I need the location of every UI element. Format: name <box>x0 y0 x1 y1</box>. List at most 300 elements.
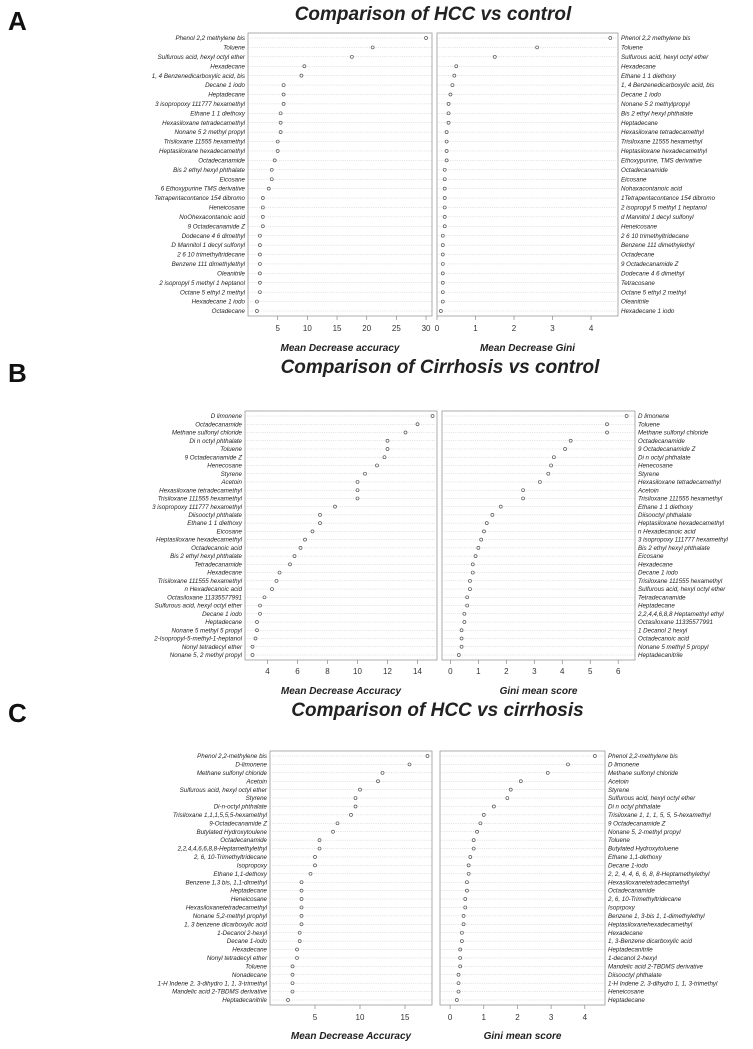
data-point <box>566 763 569 766</box>
data-point <box>359 788 362 791</box>
variable-label: Sulfurous acid, hexyl octyl ether <box>621 53 709 61</box>
data-point <box>460 940 463 943</box>
variable-label: Hexadecane <box>232 946 267 954</box>
x-tick-label: 10 <box>353 667 362 676</box>
x-tick-label: 2 <box>504 667 509 676</box>
data-point <box>263 596 266 599</box>
variable-label: Heptadecane <box>205 619 242 627</box>
data-point <box>463 621 466 624</box>
variable-label: Heptadecanitrile <box>222 997 267 1005</box>
x-tick-label: 0 <box>434 324 440 333</box>
variable-label: Toluene <box>608 837 630 845</box>
variable-label: Heptadecane <box>208 91 245 99</box>
data-point <box>356 480 359 483</box>
data-point <box>291 965 294 968</box>
x-tick-label: 8 <box>325 667 330 676</box>
variable-label: 1-decanol 2-hexyl <box>608 955 657 963</box>
data-point <box>443 215 446 218</box>
variable-label: Nonane 5,2-methyl prophyl <box>192 912 267 920</box>
data-point <box>300 74 303 77</box>
variable-label: Hexasiloxane tetradecamethyl <box>162 119 245 127</box>
data-point <box>460 629 463 632</box>
data-point <box>455 999 458 1002</box>
variable-label: Nonyl tetradecyl ether <box>206 955 267 963</box>
variable-label: Dodecane 4 6 dimethyl <box>621 270 685 278</box>
variable-label: 1, 4 Benzenedicarboxylic acid, bis <box>151 72 245 80</box>
data-point <box>318 839 321 842</box>
subplot-left <box>152 33 432 354</box>
data-point <box>479 822 482 825</box>
data-point <box>279 131 282 134</box>
data-point <box>625 415 628 418</box>
data-point <box>282 102 285 105</box>
variable-label: Butylated Hydroxytoluene <box>608 845 679 853</box>
variable-label: Ethane 1 1 diethoxy <box>621 72 676 80</box>
variable-label: Hexasiloxane tetradecamethyl <box>159 487 242 495</box>
data-point <box>462 914 465 917</box>
variable-label: Nonyl tetradecyl ether <box>181 643 242 651</box>
plot-frame <box>440 751 605 1005</box>
variable-label: Decane 1 iodo <box>621 91 661 99</box>
data-point <box>300 881 303 884</box>
variable-label: Eicosane <box>216 528 242 536</box>
variable-label: Dodecane 4 6 dimethyl <box>181 232 245 240</box>
subplot-right <box>442 411 729 697</box>
data-point <box>270 168 273 171</box>
data-point <box>609 37 612 40</box>
plot-frame <box>442 411 635 660</box>
data-point <box>258 244 261 247</box>
data-point <box>467 864 470 867</box>
data-point <box>471 563 474 566</box>
data-point <box>447 112 450 115</box>
data-point <box>431 415 434 418</box>
variable-label: D Mannitol 1 decyl sulfonyl <box>171 242 245 250</box>
data-point <box>311 530 314 533</box>
variable-label: Methane sulfonyl chloride <box>608 769 679 777</box>
data-point <box>282 84 285 87</box>
variable-label: 9 Octadecanamide Z <box>638 446 696 454</box>
data-point <box>443 187 446 190</box>
data-point <box>441 272 444 275</box>
data-point <box>336 822 339 825</box>
data-point <box>298 940 301 943</box>
data-point <box>469 855 472 858</box>
x-tick-label: 10 <box>302 324 312 333</box>
variable-label: Octadecane <box>211 308 245 316</box>
data-point <box>293 555 296 558</box>
variable-label: Decane 1-iodo <box>608 862 649 870</box>
variable-label: Styrene <box>638 470 660 478</box>
variable-label: 6 Ethoxypurine TMS derivative <box>160 185 245 193</box>
variable-label: n Hexadecanoic acid <box>184 586 242 594</box>
variable-label: Hexasiloxanetetradecamethyl <box>608 879 690 887</box>
data-point <box>460 931 463 934</box>
data-point <box>356 497 359 500</box>
variable-label: Octane 5 ethyl 2 methyl <box>621 289 687 297</box>
variable-label: Heptasiloxanehexadecamethyl <box>608 921 693 929</box>
data-point <box>278 571 281 574</box>
variable-label: Trisiloxane 1,1,1,5,5,5-hexamethyl <box>172 811 267 819</box>
variable-label: Hexadecane 1 iodo <box>621 308 675 316</box>
variable-label: Heneicosane <box>208 204 245 212</box>
variable-label: Styrene <box>220 470 242 478</box>
variable-label: n Hexadecanoic acid <box>638 528 696 536</box>
data-point <box>445 159 448 162</box>
variable-label: Sulfurous acid, hexyl octyl ether <box>154 602 242 610</box>
x-tick-label: 3 <box>532 667 537 676</box>
x-tick-label: 5 <box>312 1013 318 1022</box>
data-point <box>564 447 567 450</box>
variable-label: Henecosane <box>638 462 673 470</box>
variable-label: 2,2,4,4,6,8,8 Heptamethyl ethyl <box>638 610 724 618</box>
data-point <box>258 281 261 284</box>
variable-label: Bis 2 ethyl hexyl phthalate <box>173 166 245 174</box>
variable-label: Octadecanamide <box>220 837 267 845</box>
x-axis-title: Gini mean score <box>483 1031 562 1042</box>
data-point <box>258 291 261 294</box>
data-point <box>441 244 444 247</box>
variable-label: Octasiloxane 11335577991 <box>167 594 242 602</box>
data-point <box>319 522 322 525</box>
data-point <box>258 262 261 265</box>
data-point <box>258 272 261 275</box>
x-tick-label: 25 <box>391 324 401 333</box>
variable-label: 1, 3 benzene dicarboxylic acid <box>184 921 267 929</box>
variable-label: Eicosane <box>621 176 647 184</box>
x-tick-label: 12 <box>383 667 392 676</box>
data-point <box>441 291 444 294</box>
variable-label: 1, 3-Benzene dicarboxylic acid <box>608 938 692 946</box>
data-point <box>482 530 485 533</box>
variable-label: Toluene <box>245 963 267 971</box>
x-tick-label: 15 <box>332 324 342 333</box>
data-point <box>522 489 525 492</box>
data-point <box>447 121 450 124</box>
data-point <box>459 965 462 968</box>
variable-label: Trisiloxane 1, 1, 1, 5, 5, 5-hexamethyl <box>608 811 711 819</box>
panel-letter: C <box>8 698 27 728</box>
variable-label: Nonane 5, 2-methyl propyl <box>608 828 681 836</box>
data-point <box>319 513 322 516</box>
data-point <box>334 505 337 508</box>
data-point <box>465 881 468 884</box>
variable-label: Isoprpoxy <box>608 904 635 912</box>
data-point <box>464 898 467 901</box>
variable-label: Ethane 1 1 diethoxy <box>187 520 242 528</box>
x-tick-label: 1 <box>476 667 481 676</box>
variable-label: Diisooctyl phthalate <box>608 971 662 979</box>
x-tick-label: 4 <box>588 324 594 333</box>
data-point <box>299 546 302 549</box>
data-point <box>254 637 257 640</box>
data-point <box>482 813 485 816</box>
data-point <box>426 755 429 758</box>
data-point <box>271 588 274 591</box>
data-point <box>457 982 460 985</box>
data-point <box>491 513 494 516</box>
variable-label: Tetracosane <box>621 279 655 287</box>
variable-label: Hexadecane <box>207 569 242 577</box>
variable-label: Phenol 2,2-methylene bis <box>197 753 267 761</box>
variable-label: 2, 6, 10-Trimethyltridecane <box>193 854 267 862</box>
data-point <box>386 447 389 450</box>
data-point <box>459 956 462 959</box>
data-point <box>377 780 380 783</box>
variable-label: Mandelic acid 2-TBDMS derivative <box>172 988 267 996</box>
variable-label: 2 isopropyl 5 methyl 1 heptanol <box>621 204 707 212</box>
variable-label: Nonane 5 2 methyl propyl <box>174 129 245 137</box>
data-point <box>550 464 553 467</box>
variable-label: 1-Decanol 2-hexyl <box>217 929 267 937</box>
data-point <box>275 579 278 582</box>
variable-label: 1-H Indene 2, 3-dihydro 1, 1, 3-trimethyl <box>157 980 267 988</box>
variable-label: Eicosane <box>638 553 664 561</box>
variable-label: Decane 1 iodo <box>638 569 678 577</box>
variable-label: Octasiloxane 11335577991 <box>638 619 713 627</box>
data-point <box>314 864 317 867</box>
data-point <box>457 654 460 657</box>
variable-label: Di n octyl phthalate <box>189 437 242 445</box>
data-point <box>425 37 428 40</box>
variable-label: 2-Isopropyl-5-methyl-1-heptanol <box>154 635 242 643</box>
subplot-left <box>152 411 437 697</box>
variable-label: Heneicosane <box>621 223 658 231</box>
variable-label: Octadecanamide <box>198 157 245 165</box>
data-point <box>474 555 477 558</box>
data-point <box>441 253 444 256</box>
variable-label: Mandelic acid 2-TBDMS derivative <box>608 963 703 971</box>
data-point <box>466 596 469 599</box>
x-tick-label: 15 <box>400 1013 410 1022</box>
data-point <box>460 637 463 640</box>
data-point <box>354 797 357 800</box>
variable-label: D limonene <box>210 413 242 421</box>
variable-label: Oleanitrile <box>217 270 245 278</box>
variable-label: Hexasiloxane tetradecamethyl <box>638 479 721 487</box>
variable-label: 1Tetrapentacontance 154 dibromo <box>621 195 716 203</box>
data-point <box>318 847 321 850</box>
variable-label: Hexadecane <box>608 929 643 937</box>
data-point <box>509 788 512 791</box>
variable-label: Decane 1-iodo <box>226 938 267 946</box>
variable-label: Methane sulfonyl chloride <box>171 429 242 437</box>
data-point <box>606 431 609 434</box>
data-point <box>296 948 299 951</box>
variable-label: Heptadecane <box>230 887 267 895</box>
variable-label: Toluene <box>220 446 242 454</box>
data-point <box>476 830 479 833</box>
data-point <box>519 780 522 783</box>
data-point <box>276 149 279 152</box>
data-point <box>499 505 502 508</box>
data-point <box>291 990 294 993</box>
data-point <box>443 206 446 209</box>
data-point <box>304 538 307 541</box>
variable-label: Hexasiloxane tetradecamethyl <box>621 129 704 137</box>
data-point <box>492 805 495 808</box>
variable-label: Heptadecane <box>638 602 675 610</box>
data-point <box>447 102 450 105</box>
data-point <box>261 215 264 218</box>
variable-label: 2 6 10 trimethyltridecane <box>177 251 245 259</box>
variable-label: Benzene 111 dimethylethyl <box>621 242 695 250</box>
x-tick-label: 4 <box>582 1013 588 1022</box>
data-point <box>300 898 303 901</box>
data-point <box>267 187 270 190</box>
plot-frame <box>245 411 437 660</box>
variable-label: Hexadecane <box>638 561 673 569</box>
panel-b <box>8 357 729 697</box>
variable-label: Styrene <box>245 795 267 803</box>
variable-label: Heptasiloxane hexadecamethyl <box>638 520 724 528</box>
variable-label: Heptadecanitrile <box>608 946 653 954</box>
data-point <box>493 55 496 58</box>
data-point <box>300 923 303 926</box>
chart-title: Comparison of Cirrhosis vs control <box>280 357 600 378</box>
variable-label: Trisiloxane 111555 hexamethyl <box>638 577 723 585</box>
data-point <box>300 906 303 909</box>
x-tick-label: 0 <box>447 1013 453 1022</box>
data-point <box>287 999 290 1002</box>
variable-label: Benzene 111 dimethylethyl <box>171 261 245 269</box>
data-point <box>451 84 454 87</box>
data-point <box>256 621 259 624</box>
data-point <box>466 604 469 607</box>
data-point <box>463 612 466 615</box>
variable-label: Toluene <box>638 421 660 429</box>
x-tick-label: 0 <box>448 667 453 676</box>
variable-label: Trisiloxane 111555 hexamethyl <box>157 495 242 503</box>
variable-label: Nonane 5 methyl 5 propyl <box>171 627 242 635</box>
x-tick-label: 2 <box>511 324 517 333</box>
data-point <box>383 456 386 459</box>
variable-label: Heptadecane <box>608 997 645 1005</box>
data-point <box>314 855 317 858</box>
subplot-right <box>440 751 718 1042</box>
variable-label: Heptadecane <box>621 119 658 127</box>
data-point <box>416 423 419 426</box>
variable-label: Tetrapentacontance 154 dibromo <box>154 195 245 203</box>
data-point <box>443 225 446 228</box>
data-point <box>350 813 353 816</box>
plot-frame <box>270 751 432 1005</box>
data-point <box>261 206 264 209</box>
data-point <box>547 472 550 475</box>
variable-label: Nonadecane <box>231 971 267 979</box>
data-point <box>569 439 572 442</box>
data-point <box>291 982 294 985</box>
data-point <box>261 225 264 228</box>
data-point <box>291 973 294 976</box>
data-point <box>376 464 379 467</box>
variable-label: Butylated Hydroxytoulene <box>196 828 267 836</box>
data-point <box>258 253 261 256</box>
data-point <box>296 956 299 959</box>
data-point <box>443 197 446 200</box>
variable-label: Octadecane <box>621 251 655 259</box>
variable-label: Octane 5 ethyl 2 methyl <box>179 289 245 297</box>
data-point <box>255 310 258 313</box>
data-point <box>506 797 509 800</box>
data-point <box>282 93 285 96</box>
x-axis-title: Mean Decrease accuracy <box>280 343 400 354</box>
variable-label: Heneicosane <box>230 896 267 904</box>
data-point <box>251 645 254 648</box>
data-point <box>356 489 359 492</box>
variable-label: Sulfurous acid, hexyl octyl ether <box>608 795 696 803</box>
data-point <box>441 300 444 303</box>
data-point <box>457 973 460 976</box>
variable-label: 1, 4 Benzenedicarboxylic acid, bis <box>621 82 715 90</box>
variable-label: 2, 2, 4, 4, 6, 6, 8, 8-Heptamethylethyl <box>608 870 710 878</box>
data-point <box>270 178 273 181</box>
x-axis-title: Mean Decrease Accuracy <box>290 1031 412 1042</box>
panel-letter: B <box>8 358 27 388</box>
data-point <box>465 889 468 892</box>
variable-label: Isopropoxy <box>236 862 267 870</box>
data-point <box>289 563 292 566</box>
variable-label: 3 isopropoxy 111777 hexamethyl <box>155 100 245 108</box>
variable-label: Di n octyl phthalate <box>608 803 661 811</box>
variable-label: Methane sulfonyl chloride <box>638 429 709 437</box>
data-point <box>464 906 467 909</box>
data-point <box>261 197 264 200</box>
data-point <box>303 65 306 68</box>
variable-label: Nonane 5, 2 methyl propyl <box>169 652 242 660</box>
variable-label: 9 Octadecanamide Z <box>608 820 666 828</box>
variable-label: Trisiloxane 111555 hexamethyl <box>638 495 723 503</box>
data-point <box>259 604 262 607</box>
data-point <box>445 131 448 134</box>
data-point <box>445 140 448 143</box>
variable-label: D limonene <box>608 761 640 769</box>
variable-label: Octadecanamide <box>195 421 242 429</box>
data-point <box>443 178 446 181</box>
data-point <box>251 654 254 657</box>
variable-label: Sulfurous acid, hexyl octyl ether <box>157 53 245 61</box>
panel-letter: A <box>8 6 27 36</box>
x-tick-label: 5 <box>275 324 280 333</box>
x-tick-label: 6 <box>615 667 621 676</box>
x-tick-label: 3 <box>550 324 555 333</box>
variable-label: 9-Octadecanamide Z <box>209 820 267 828</box>
variable-label: Nohaxacontanoic acid <box>621 185 682 193</box>
data-point <box>256 629 259 632</box>
variable-label: Hexadecane <box>621 63 656 71</box>
x-tick-label: 14 <box>413 667 422 676</box>
data-point <box>279 121 282 124</box>
variable-label: Acetoin <box>638 487 659 495</box>
data-point <box>441 281 444 284</box>
variable-label: Diisooctyl phthalate <box>638 511 692 519</box>
subplot-right <box>435 33 716 354</box>
x-axis-title: Mean Decrease Gini <box>479 343 576 354</box>
data-point <box>300 914 303 917</box>
data-point <box>408 763 411 766</box>
variable-label: Nonane 5 methyl 5 propyl <box>638 643 709 651</box>
data-point <box>455 65 458 68</box>
data-point <box>300 889 303 892</box>
variable-label: Ethane 1,1-dethoxy <box>608 854 662 862</box>
variable-label: D-limonene <box>235 761 267 769</box>
data-point <box>460 645 463 648</box>
data-point <box>552 456 555 459</box>
variable-label: Octadecanamide <box>638 437 685 445</box>
variable-label: Acetoin <box>246 778 267 786</box>
data-point <box>381 771 384 774</box>
data-point <box>371 46 374 49</box>
